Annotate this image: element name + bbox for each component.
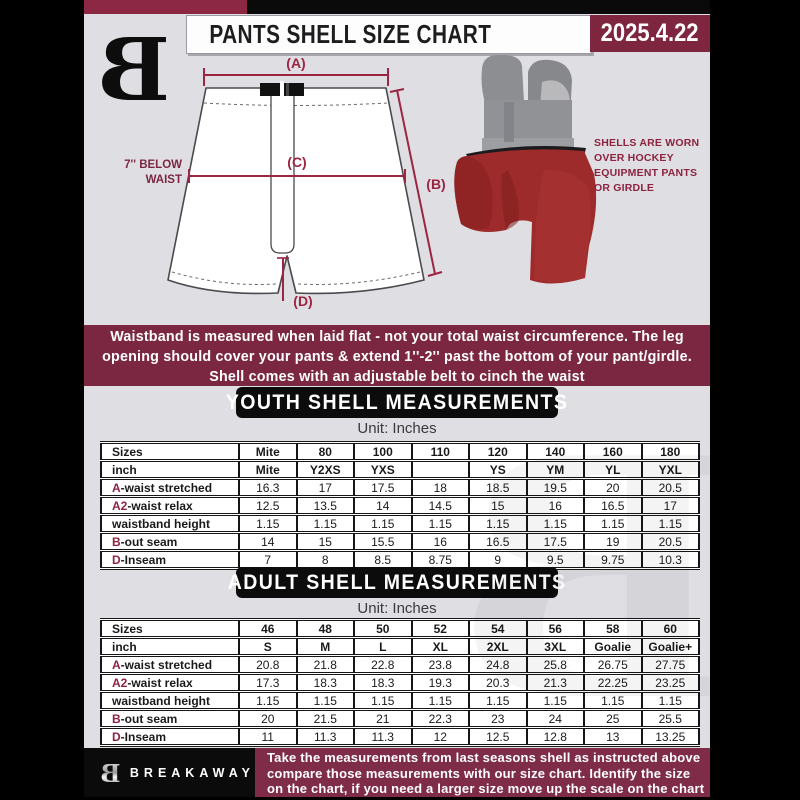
value-cell: 1.15: [584, 515, 642, 533]
youth-size-table: [100, 441, 700, 570]
value-cell: 7: [239, 551, 297, 569]
date-badge: [590, 15, 710, 52]
value-cell: 48: [297, 620, 355, 638]
value-cell: 52: [412, 620, 470, 638]
value-cell: 11.3: [354, 728, 412, 746]
row-label-cell: D-Inseam: [101, 551, 239, 569]
value-cell: 14: [239, 533, 297, 551]
value-cell: 1.15: [412, 515, 470, 533]
row-label-cell: waistband height: [101, 515, 239, 533]
value-cell: 1.15: [642, 692, 700, 710]
below-waist-note-line2: WAIST: [145, 174, 182, 186]
value-cell: S: [239, 638, 297, 656]
value-cell: 1.15: [584, 692, 642, 710]
below-waist-note-line1: 7'' BELOW: [124, 159, 182, 171]
value-cell: 8.75: [412, 551, 470, 569]
value-cell: Y2XS: [297, 461, 355, 479]
row-label-cell: Sizes: [101, 620, 239, 638]
table-row: [101, 674, 699, 692]
breakaway-footer-logo-icon: [98, 754, 122, 792]
value-cell: 9: [469, 551, 527, 569]
row-label-cell: A-waist stretched: [101, 479, 239, 497]
label-B: (B): [426, 176, 446, 192]
value-cell: 120: [469, 443, 527, 461]
value-cell: 17: [297, 479, 355, 497]
value-cell: 1.15: [297, 692, 355, 710]
value-cell: 12: [412, 728, 470, 746]
value-cell: 13.5: [297, 497, 355, 515]
value-cell: 25.5: [642, 710, 700, 728]
adult-size-table: [100, 618, 700, 747]
table-row: [101, 443, 699, 461]
page-title: PANTS SHELL SIZE CHART: [209, 19, 492, 49]
value-cell: 1.15: [469, 692, 527, 710]
value-cell: Mite: [239, 443, 297, 461]
value-cell: 20.5: [642, 533, 700, 551]
text-line: Shell comes with an adjustable belt to cinch the waist: [209, 368, 585, 385]
value-cell: 22.3: [412, 710, 470, 728]
value-cell: 21.5: [297, 710, 355, 728]
value-cell: 54: [469, 620, 527, 638]
value-cell: 1.15: [297, 515, 355, 533]
value-cell: 12.8: [527, 728, 585, 746]
row-label-cell: waistband height: [101, 692, 239, 710]
date-text: 2025.4.22: [601, 19, 699, 47]
row-label-cell: Sizes: [101, 443, 239, 461]
value-cell: 23.8: [412, 656, 470, 674]
value-cell: 17.5: [354, 479, 412, 497]
value-cell: 13.25: [642, 728, 700, 746]
label-C: (C): [287, 154, 307, 170]
table-row: [101, 656, 699, 674]
value-cell: YXL: [642, 461, 700, 479]
table-row: [101, 692, 699, 710]
value-cell: 16.5: [584, 497, 642, 515]
value-cell: 15: [469, 497, 527, 515]
youth-section-banner: [225, 387, 569, 418]
value-cell: 27.75: [642, 656, 700, 674]
value-cell: 19.3: [412, 674, 470, 692]
value-cell: YL: [584, 461, 642, 479]
footer-instructions: [255, 748, 710, 797]
value-cell: 23: [469, 710, 527, 728]
value-cell: 17.3: [239, 674, 297, 692]
value-cell: 18: [412, 479, 470, 497]
row-label-cell: D-Inseam: [101, 728, 239, 746]
row-label-cell: B-out seam: [101, 533, 239, 551]
table-row: [101, 728, 699, 746]
value-cell: L: [354, 638, 412, 656]
value-cell: 20: [239, 710, 297, 728]
youth-banner-text: YOUTH SHELL MEASUREMENTS: [225, 390, 569, 414]
value-cell: 80: [297, 443, 355, 461]
value-cell: 8: [297, 551, 355, 569]
value-cell: 1.15: [412, 692, 470, 710]
table-row: [101, 515, 699, 533]
value-cell: 1.15: [239, 692, 297, 710]
value-cell: 24: [527, 710, 585, 728]
title-bar: [186, 15, 592, 54]
value-cell: 21.8: [297, 656, 355, 674]
value-cell: 9.5: [527, 551, 585, 569]
value-cell: 20.8: [239, 656, 297, 674]
text-line: opening should cover your pants & extend 1''-2'' past the bottom of your pant/girdle.: [102, 348, 692, 365]
shell-product-photo: [448, 50, 608, 307]
value-cell: 15.5: [354, 533, 412, 551]
value-cell: 26.75: [584, 656, 642, 674]
value-cell: 2XL: [469, 638, 527, 656]
value-cell: M: [297, 638, 355, 656]
value-cell: 20.5: [642, 479, 700, 497]
value-cell: 110: [412, 443, 470, 461]
fly-panel: [271, 89, 294, 253]
label-A: (A): [286, 56, 306, 71]
value-cell: 140: [527, 443, 585, 461]
brand-name: BREAKAWAY: [129, 765, 255, 780]
value-cell: 14.5: [412, 497, 470, 515]
svg-text:B: B: [97, 20, 170, 116]
value-cell: 180: [642, 443, 700, 461]
value-cell: 19.5: [527, 479, 585, 497]
value-cell: Mite: [239, 461, 297, 479]
value-cell: 1.15: [642, 515, 700, 533]
text-line: compare those measurements with our size chart. Identify the size: [267, 765, 691, 781]
value-cell: [412, 461, 470, 479]
value-cell: 12.5: [469, 728, 527, 746]
text-line: EQUIPMENT PANTS: [594, 167, 698, 179]
value-cell: 1.15: [527, 515, 585, 533]
footer-brand-block: [84, 748, 255, 797]
shells-worn-note: [594, 136, 710, 196]
value-cell: 16.3: [239, 479, 297, 497]
value-cell: 16: [527, 497, 585, 515]
text-line: OVER HOCKEY: [594, 152, 674, 164]
row-label-cell: inch: [101, 461, 239, 479]
value-cell: 100: [354, 443, 412, 461]
value-cell: 56: [527, 620, 585, 638]
value-cell: 1.15: [527, 692, 585, 710]
table-row: [101, 551, 699, 569]
value-cell: 25.8: [527, 656, 585, 674]
value-cell: 20.3: [469, 674, 527, 692]
youth-unit-label: Unit: Inches: [357, 420, 437, 437]
value-cell: 21.3: [527, 674, 585, 692]
row-label-cell: B-out seam: [101, 710, 239, 728]
value-cell: 17: [642, 497, 700, 515]
value-cell: XL: [412, 638, 470, 656]
value-cell: 22.25: [584, 674, 642, 692]
waistband-notice-banner: [84, 325, 710, 386]
table-row: [101, 620, 699, 638]
value-cell: 21: [354, 710, 412, 728]
text-line: OR GIRDLE: [594, 182, 655, 194]
value-cell: YXS: [354, 461, 412, 479]
value-cell: 18.5: [469, 479, 527, 497]
value-cell: 12.5: [239, 497, 297, 515]
value-cell: 8.5: [354, 551, 412, 569]
value-cell: 10.3: [642, 551, 700, 569]
value-cell: 17.5: [527, 533, 585, 551]
adult-banner-text: ADULT SHELL MEASUREMENTS: [227, 570, 567, 594]
value-cell: 19: [584, 533, 642, 551]
table-row: [101, 533, 699, 551]
value-cell: 18.3: [297, 674, 355, 692]
adult-unit-label: Unit: Inches: [357, 600, 437, 617]
value-cell: 11.3: [297, 728, 355, 746]
value-cell: Goalie+: [642, 638, 700, 656]
row-label-cell: A2-waist relax: [101, 497, 239, 515]
value-cell: 14: [354, 497, 412, 515]
table-row: [101, 710, 699, 728]
value-cell: 1.15: [239, 515, 297, 533]
value-cell: 11: [239, 728, 297, 746]
row-label-cell: inch: [101, 638, 239, 656]
value-cell: 22.8: [354, 656, 412, 674]
value-cell: 15: [297, 533, 355, 551]
row-label-cell: A-waist stretched: [101, 656, 239, 674]
value-cell: 46: [239, 620, 297, 638]
value-cell: 1.15: [354, 515, 412, 533]
value-cell: 3XL: [527, 638, 585, 656]
shell-measurement-diagram: [94, 56, 450, 315]
value-cell: 1.15: [469, 515, 527, 533]
value-cell: 25: [584, 710, 642, 728]
top-maroon-tab: [84, 0, 247, 14]
table-row: [101, 497, 699, 515]
value-cell: 60: [642, 620, 700, 638]
value-cell: 20: [584, 479, 642, 497]
row-label-cell: A2-waist relax: [101, 674, 239, 692]
table-row: [101, 479, 699, 497]
value-cell: YM: [527, 461, 585, 479]
value-cell: 16.5: [469, 533, 527, 551]
shorts-outline: [168, 88, 424, 293]
value-cell: 24.8: [469, 656, 527, 674]
text-line: Take the measurements from last seasons shell as instructed above: [267, 750, 701, 766]
value-cell: 23.25: [642, 674, 700, 692]
svg-text:B: B: [100, 759, 121, 788]
value-cell: 9.75: [584, 551, 642, 569]
adult-section-banner: [227, 567, 567, 598]
label-D: (D): [293, 293, 313, 309]
text-line: Waistband is measured when laid flat - not your total waist circumference. The leg: [110, 328, 684, 345]
text-line: SHELLS ARE WORN: [594, 137, 700, 149]
value-cell: 16: [412, 533, 470, 551]
value-cell: 160: [584, 443, 642, 461]
table-row: [101, 638, 699, 656]
value-cell: 50: [354, 620, 412, 638]
value-cell: Goalie: [584, 638, 642, 656]
value-cell: 1.15: [354, 692, 412, 710]
value-cell: 18.3: [354, 674, 412, 692]
value-cell: 13: [584, 728, 642, 746]
document-body: [84, 0, 710, 797]
value-cell: YS: [469, 461, 527, 479]
value-cell: 58: [584, 620, 642, 638]
text-line: on the chart, if you need a larger size move up the scale on the chart: [267, 781, 705, 797]
table-row: [101, 461, 699, 479]
